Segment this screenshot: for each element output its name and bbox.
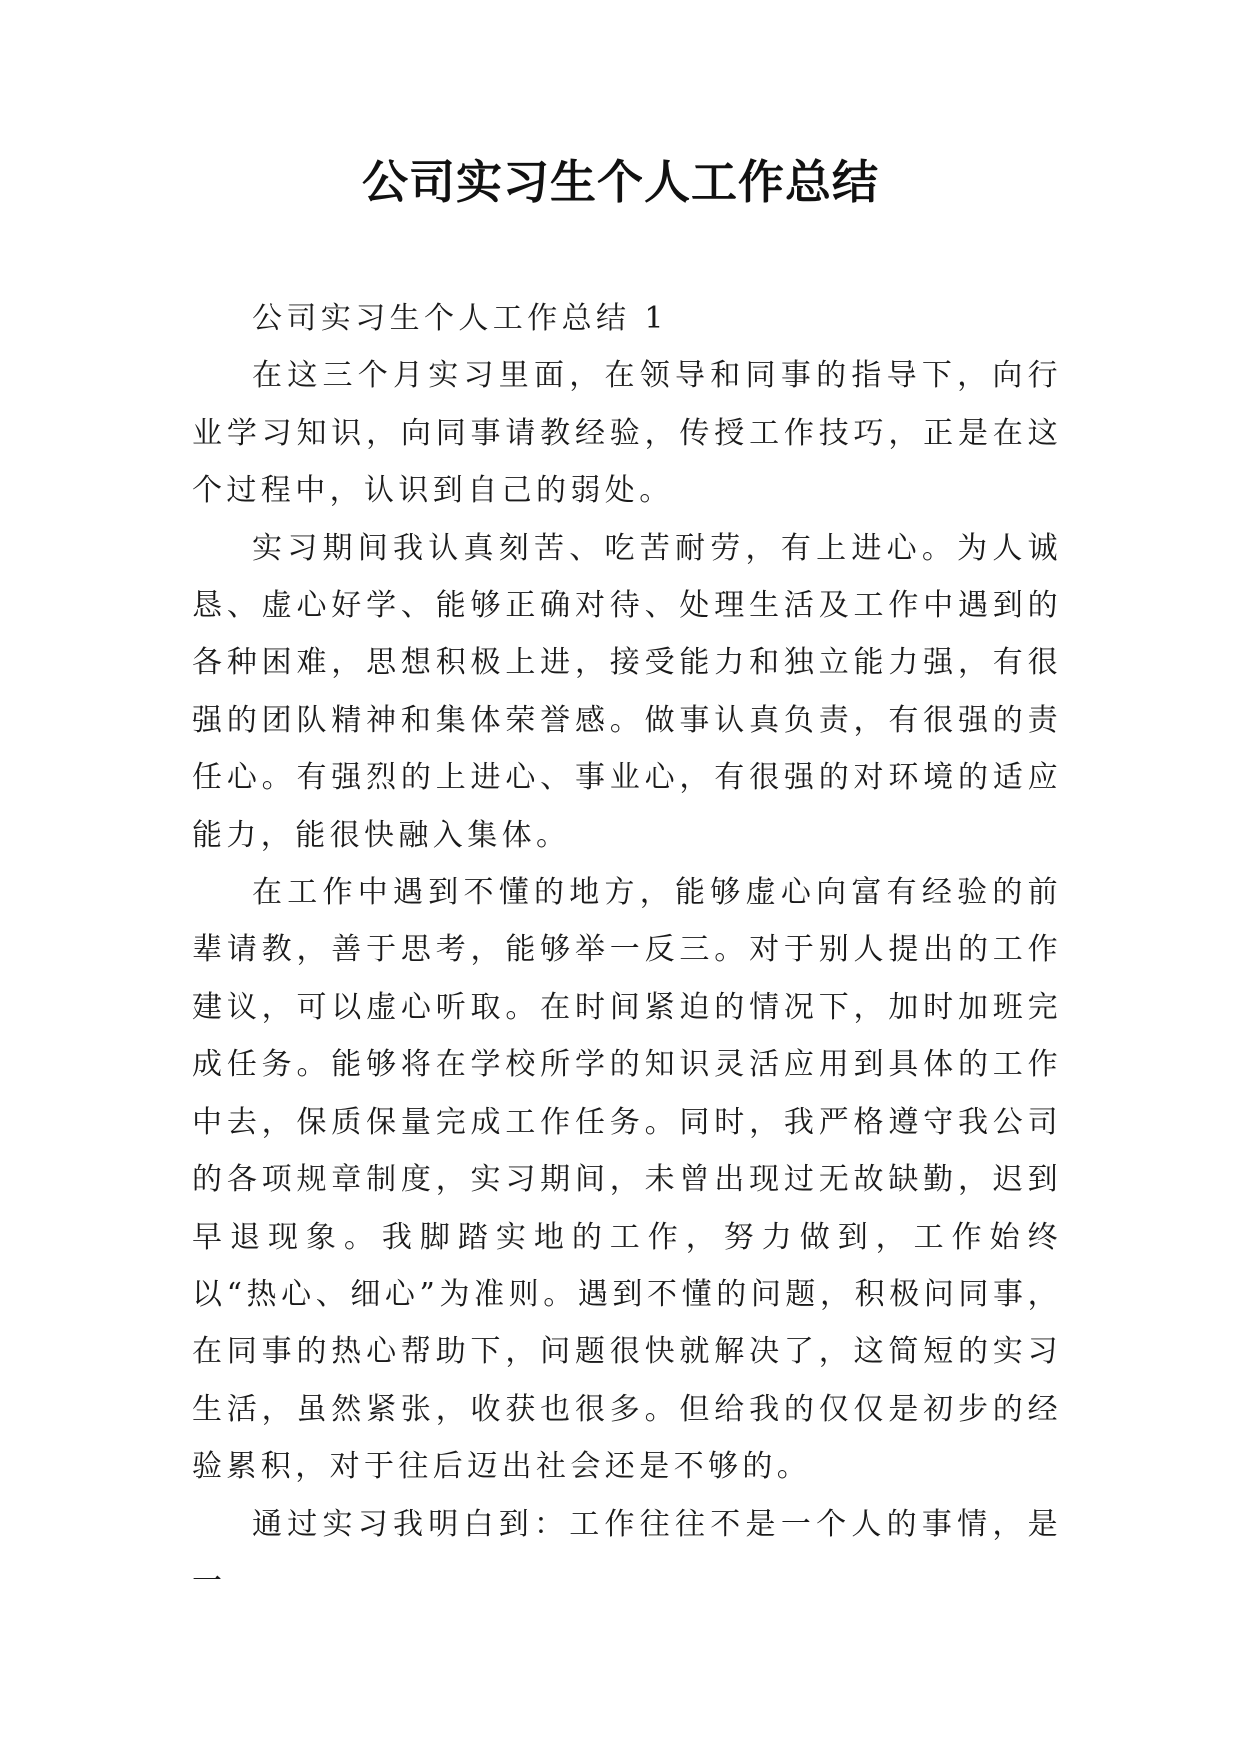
paragraph-intro: 在这三个月实习里面，在领导和同事的指导下，向行业学习知识，向同事请教经验，传授工作技巧，正是在这个过程中，认识到自己的弱处。 bbox=[192, 358, 1062, 509]
document-title: 公司实习生个人工作总结 bbox=[362, 155, 879, 209]
paragraph-work-experience: 在工作中遇到不懂的地方，能够虚心向富有经验的前辈请教，善于思考，能够举一反三。对于别人提出的工作建议，可以虚心听取。在时间紧迫的情况下，加时加班完成任务。能够将在学校所学的知识灵活应用到具体的工作中去，保质保量完成工作任务。同时，我严格遵守我公司的各项规章制度，实习期间，未曾出现过无故缺勤，迟到早退现象。我脚踏实地的工作，努力做到，工作始终以“热心、细心”为准则。遇到不懂的问题，积极问同事，在同事的热心帮助下，问题很快就解决了，这简短的实习生活，虽然紧张，收获也很多。但给我的仅仅是初步的经验累积，对于往后迈出社会还是不够的。 bbox=[192, 875, 1062, 1485]
paragraph-attitude: 实习期间我认真刻苦、吃苦耐劳，有上进心。为人诚恳、虚心好学、能够正确对待、处理生活及工作中遇到的各种困难，思想积极上进，接受能力和独立能力强，有很强的团队精神和集体荣誉感。做事认真负责，有很强的责任心。有强烈的上进心、事业心，有很强的对环境的适应能力，能很快融入集体。 bbox=[192, 530, 1062, 853]
paragraph-conclusion: 通过实习我明白到：工作往往不是一个人的事情，是一 bbox=[192, 1506, 1062, 1599]
document-body bbox=[192, 290, 1062, 1610]
section-heading: 公司实习生个人工作总结 1 bbox=[252, 301, 668, 336]
